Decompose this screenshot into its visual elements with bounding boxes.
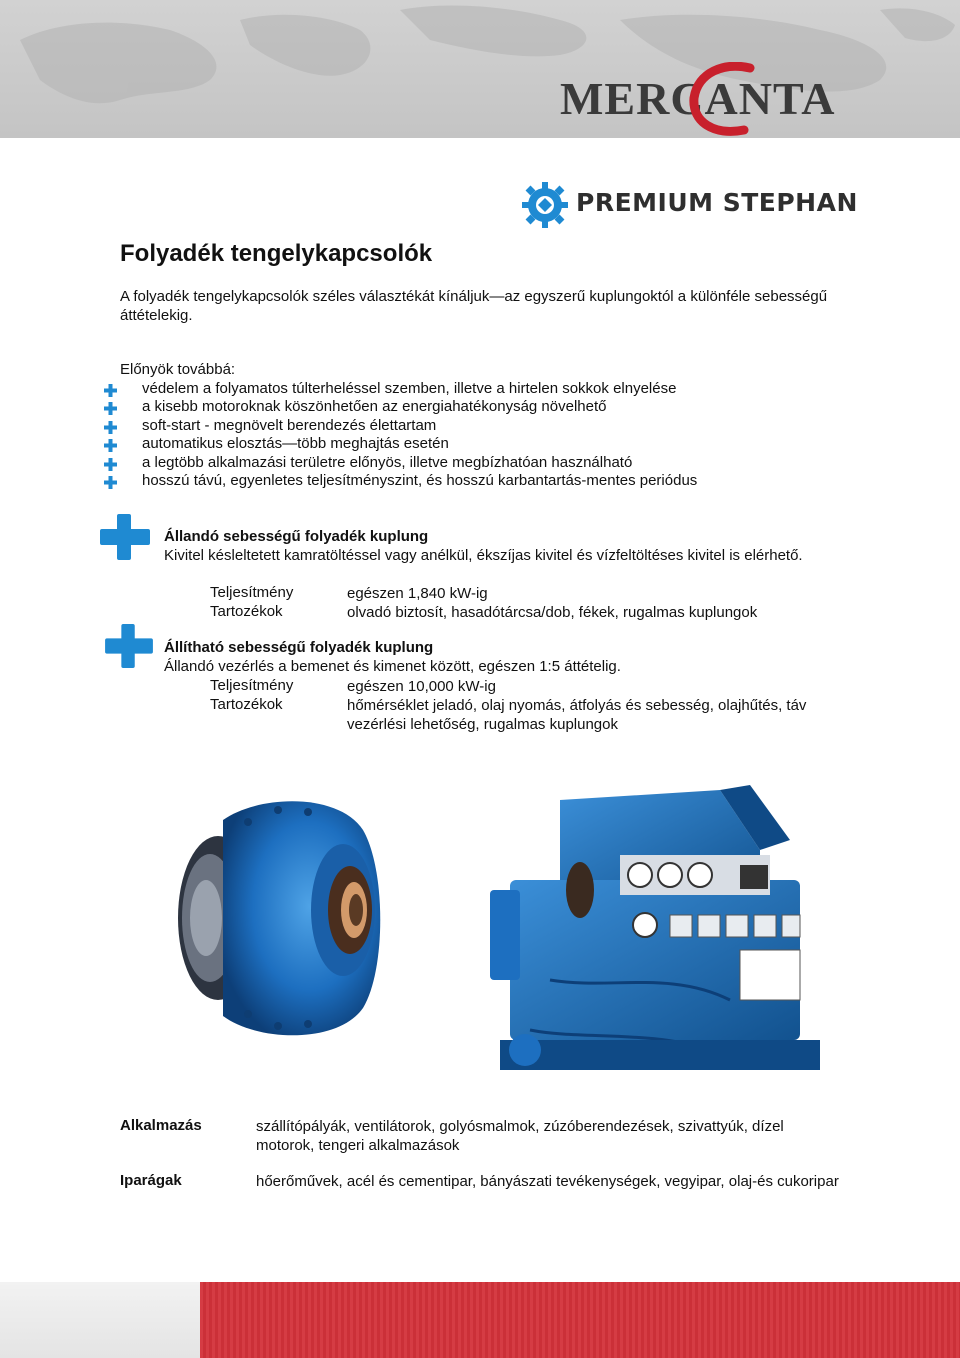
advantage-text: a legtöbb alkalmazási területre előnyös, illetve megbízhatóan használható: [142, 453, 633, 471]
industries-value: hőerőművek, acél és cementipar, bányászati tevékenységek, vegyipar, olaj-és cukoripar: [256, 1173, 839, 1190]
industries-label: Iparágak: [120, 1172, 182, 1189]
plus-bullet-icon: [104, 384, 117, 397]
plus-bullet-icon: [104, 402, 117, 415]
bottom-red-stripe: [200, 1282, 960, 1358]
page-title: Folyadék tengelykapcsolók: [120, 240, 433, 267]
advantages-list: [104, 380, 697, 490]
premium-stephan-wordmark: PREMIUM STEPHAN: [576, 188, 858, 217]
fluid-coupling-image: [168, 790, 386, 1046]
plus-bullet-icon: [104, 476, 117, 489]
advantage-text: automatikus elosztás—több meghajtás esetén: [142, 435, 449, 453]
spec-value: egészen 1,840 kW-ig: [347, 585, 488, 602]
mercanta-wordmark: MERCANTA: [560, 73, 836, 124]
intro-paragraph: A folyadék tengelykapcsolók széles választékát kínáljuk—az egyszerű kuplungoktól a különféle sebességű áttételekig.: [120, 288, 828, 324]
advantage-text: védelem a folyamatos túlterheléssel szemben, illetve a hirtelen sokkok elnyelése: [142, 380, 677, 397]
section-description: Állandó vezérlés a bemenet és kimenet között, egészen 1:5 áttételig.: [164, 658, 621, 675]
application-label: Alkalmazás: [120, 1117, 202, 1134]
spec-label: Teljesítmény: [210, 584, 294, 601]
premium-stephan-logo: [520, 180, 858, 232]
application-value: szállítópályák, ventilátorok, golyósmalmok, zúzóberendezések, szivattyúk, dízel motorok, tengeri alkalmazások: [256, 1118, 784, 1154]
spec-value: olvadó biztosít, hasadótárcsa/dob, fékek, rugalmas kuplungok: [347, 604, 758, 621]
plus-bullet-icon: [104, 421, 117, 434]
section-title-constant-speed: Állandó sebességű folyadék kuplung: [164, 528, 429, 545]
list-item: [104, 380, 697, 398]
advantage-text: hosszú távú, egyenletes teljesítményszint, és hosszú karbantartás-mentes periódus: [142, 471, 698, 489]
gear-icon: [520, 180, 570, 230]
spec-label: Tartozékok: [210, 696, 283, 713]
mercanta-logo: [560, 62, 860, 136]
spec-value: hőmérséklet jeladó, olaj nyomás, átfolyás és sebesség, olajhűtés, táv vezérlési lehetőség, rugalmas kuplungok: [347, 697, 807, 733]
advantages-heading: Előnyök továbbá:: [120, 361, 236, 378]
plus-bullet-icon: [104, 439, 117, 452]
large-plus-icon: [100, 514, 150, 560]
spec-value: egészen 10,000 kW-ig: [347, 678, 496, 695]
list-item: [104, 472, 697, 490]
large-plus-icon: [104, 624, 154, 668]
header-band: [0, 0, 960, 138]
spec-label: Teljesítmény: [210, 677, 294, 694]
section-description: Kivitel késleltetett kamratöltéssel vagy anélkül, ékszíjas kivitel és vízfeltöltéses kivitel is elérhető.: [164, 547, 803, 564]
spec-label: Tartozékok: [210, 603, 283, 620]
list-item: [104, 417, 697, 435]
list-item: [104, 398, 697, 416]
advantage-text: a kisebb motoroknak köszönhetően az energiahatékonyság növelhető: [142, 398, 607, 416]
plus-bullet-icon: [104, 458, 117, 471]
section-title-variable-speed: Állítható sebességű folyadék kuplung: [164, 639, 434, 656]
list-item: [104, 435, 697, 453]
advantage-text: soft-start - megnövelt berendezés élettartam: [142, 416, 437, 434]
list-item: [104, 454, 697, 472]
variable-speed-coupling-unit-image: [490, 780, 820, 1080]
mercanta-c-swoosh: [684, 62, 764, 136]
